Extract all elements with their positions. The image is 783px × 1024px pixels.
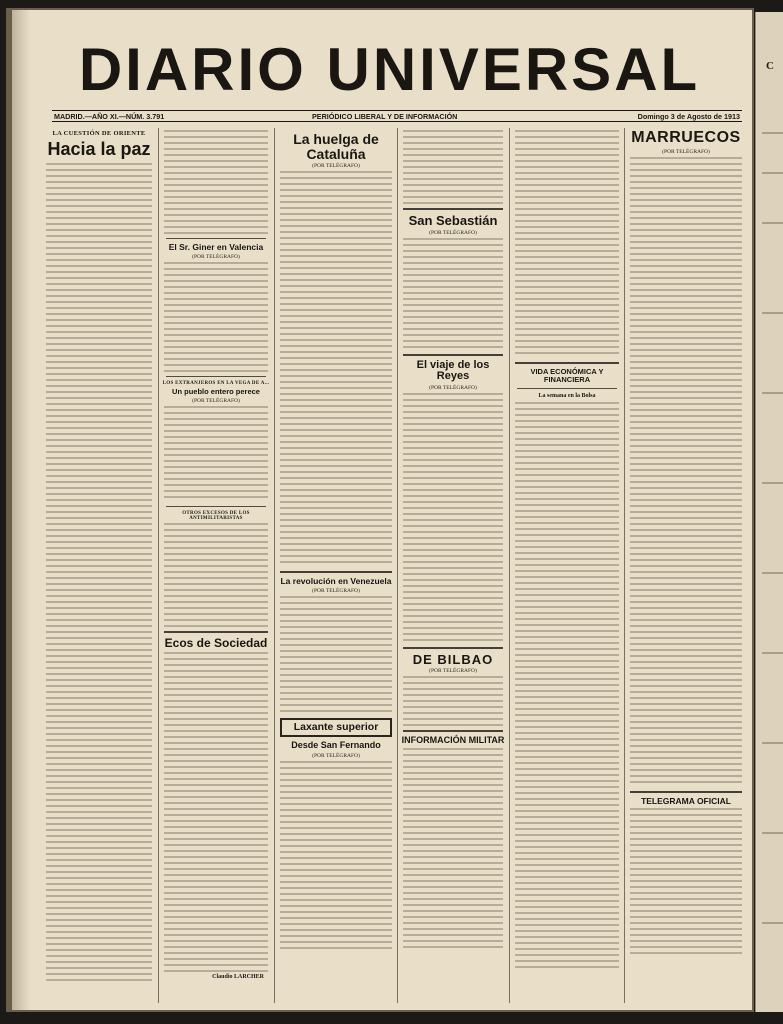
section-divider	[164, 631, 268, 633]
section-divider	[403, 208, 503, 210]
article-body-text	[403, 393, 503, 643]
article-headline: La revolución en Venezuela	[280, 576, 392, 587]
column-rule	[397, 128, 398, 1003]
column-5	[511, 126, 623, 1006]
article-byline: (POR TELÉGRAFO)	[429, 229, 477, 236]
article-headline: Desde San Fernando	[291, 740, 381, 751]
article-byline: (POR TELÉGRAFO)	[312, 588, 360, 595]
section-divider	[515, 362, 619, 364]
article-body-text	[515, 130, 619, 358]
section-divider	[630, 791, 742, 793]
column-2	[160, 126, 272, 1006]
article-body-text	[46, 163, 152, 983]
column-rule	[624, 128, 625, 1003]
section-divider	[166, 376, 266, 377]
page-fold-shadow	[12, 10, 30, 1010]
section-divider	[517, 388, 617, 389]
article-byline: (POR TELÉGRAFO)	[429, 384, 477, 391]
article-body-text	[280, 596, 392, 714]
article-body-text	[164, 262, 268, 372]
column-1	[42, 126, 156, 1006]
article-byline: (POR TELÉGRAFO)	[662, 148, 710, 155]
article-headline: La huelga de Cataluña	[293, 131, 379, 162]
issue-date: Domingo 3 de Agosto de 1913	[637, 112, 740, 121]
article-byline: (POR TELÉGRAFO)	[192, 397, 240, 404]
article-headline: El viaje de los Reyes	[416, 358, 490, 383]
section-divider	[403, 354, 503, 356]
newspaper-page	[12, 10, 752, 1010]
article-headline: INFORMACIÓN MILITAR	[401, 735, 505, 746]
article-headline: TELEGRAMA OFICIAL	[641, 795, 731, 806]
article-body-text	[280, 761, 392, 951]
section-divider	[166, 238, 266, 239]
article-byline: (POR TELÉGRAFO)	[192, 253, 240, 260]
column-rule	[274, 128, 275, 1003]
advertisement-headline: Laxante superior	[293, 721, 379, 734]
section-divider	[403, 647, 503, 649]
article-body-text	[280, 171, 392, 567]
article-body-text	[630, 808, 742, 958]
column-6	[626, 126, 746, 1006]
article-headline: DE BILBAO	[412, 651, 494, 667]
article-kicker: LOS EXTRANJEROS EN LA VEGA DE A...	[162, 380, 270, 386]
article-headline: Un pueblo entero perece	[172, 386, 260, 396]
article-headline: Ecos de Sociedad	[164, 635, 268, 650]
issue-info-bar	[52, 110, 742, 122]
section-divider	[280, 571, 392, 573]
article-subheading: La semana en la Bolsa	[538, 392, 596, 399]
column-4	[399, 126, 507, 1006]
article-byline: (POR TELÉGRAFO)	[312, 163, 360, 170]
article-body-text	[403, 748, 503, 948]
article-byline: (POR TELÉGRAFO)	[429, 668, 477, 675]
article-headline: VIDA ECONÓMICA Y FINANCIERA	[530, 367, 604, 384]
article-signature: Claudio LARCHER	[212, 974, 264, 981]
article-body-text	[515, 402, 619, 972]
article-headline: San Sebastián	[408, 213, 498, 228]
column-3	[276, 126, 396, 1006]
masthead-title: DIARIO UNIVERSAL	[78, 36, 701, 103]
section-divider	[403, 730, 503, 732]
article-byline: (POR TELÉGRAFO)	[312, 752, 360, 759]
article-body-text	[403, 238, 503, 350]
article-body-text	[403, 130, 503, 204]
issue-number: MADRID.—AÑO XI.—NÚM. 3.791	[54, 112, 165, 121]
article-headline: El Sr. Giner en Valencia	[168, 242, 264, 252]
article-body-text	[164, 130, 268, 234]
section-divider	[166, 506, 266, 507]
article-kicker: OTROS EXCESOS DE LOS ANTIMILITARISTAS	[182, 510, 250, 521]
article-headline: MARRUECOS	[631, 129, 741, 146]
article-body-text	[403, 676, 503, 726]
paper-tagline: PERIÓDICO LIBERAL Y DE INFORMACIÓN	[312, 112, 458, 121]
article-kicker: LA CUESTIÓN DE ORIENTE	[52, 130, 146, 137]
adjacent-page-edge: C	[755, 12, 783, 1012]
article-headline: Hacia la paz	[47, 139, 151, 159]
advertisement-box	[280, 718, 392, 737]
column-rule	[509, 128, 510, 1003]
article-body-text	[164, 406, 268, 502]
article-body-text	[164, 523, 268, 627]
article-body-text	[630, 157, 742, 787]
article-body-text	[164, 652, 268, 972]
column-rule	[158, 128, 159, 1003]
